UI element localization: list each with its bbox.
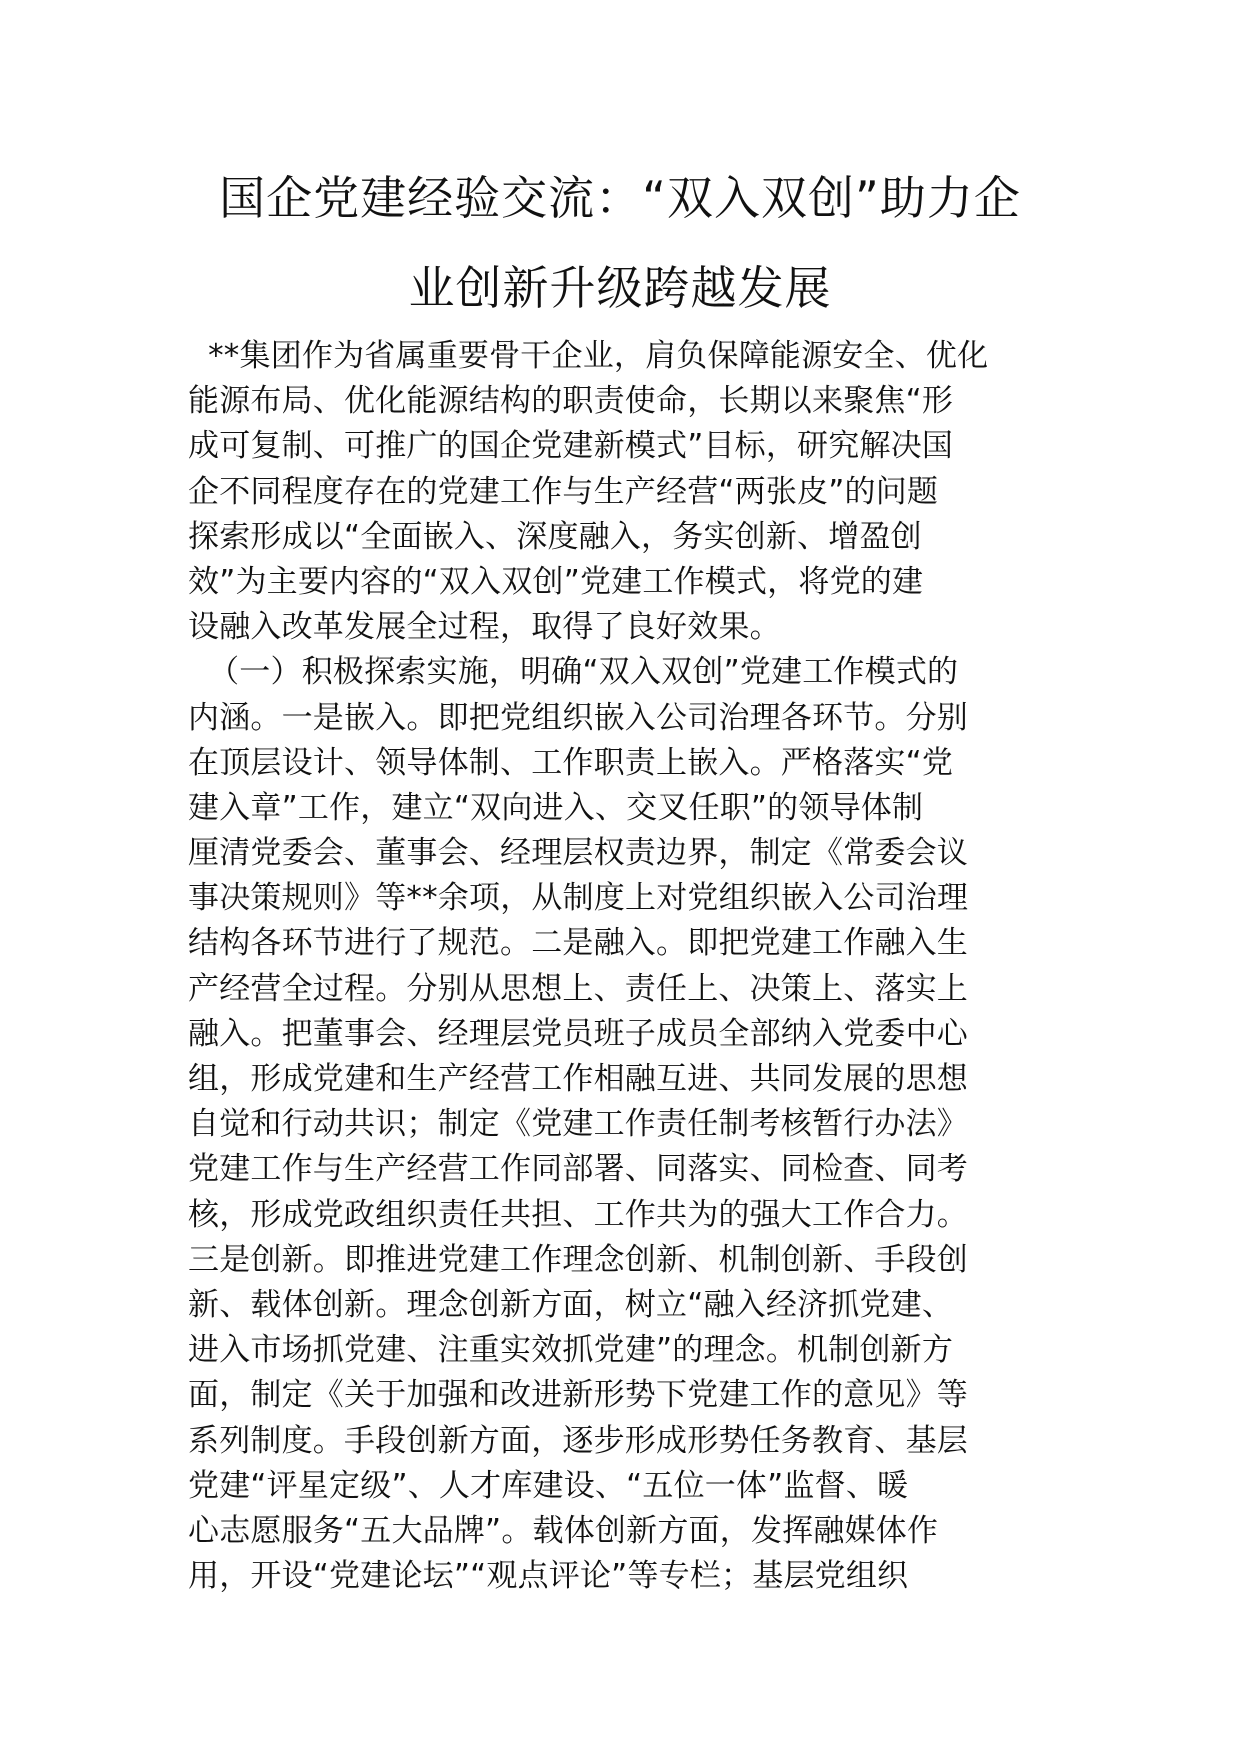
body-line: 建入章”工作，建立“双向进入、交叉任职”的领导体制 — [188, 789, 924, 826]
body-line: 融入。把董事会、经理层党员班子成员全部纳入党委中心 — [188, 1015, 968, 1052]
body-line: 内涵。一是嵌入。即把党组织嵌入公司治理各环节。分别 — [188, 699, 968, 736]
body-line: 面，制定《关于加强和改进新形势下党建工作的意见》等 — [188, 1377, 968, 1414]
body-line: 厘清党委会、董事会、经理层权责边界，制定《常委会议 — [188, 835, 968, 872]
body-line: 企不同程度存在的党建工作与生产经营“两张皮”的问题 — [188, 473, 939, 510]
body-line: 成可复制、可推广的国企党建新模式”目标，研究解决国 — [188, 428, 954, 465]
body-line: 设融入改革发展全过程，取得了良好效果。 — [188, 609, 781, 646]
body-line: 产经营全过程。分别从思想上、责任上、决策上、落实上 — [188, 970, 968, 1007]
body-line: 在顶层设计、领导体制、工作职责上嵌入。严格落实“党 — [188, 744, 954, 781]
body-line: 能源布局、优化能源结构的职责使命，长期以来聚焦“形 — [188, 383, 954, 420]
body-line: 组，形成党建和生产经营工作相融互进、共同发展的思想 — [188, 1061, 968, 1097]
document-title-line-1: 国企党建经验交流：“双入双创”助力企 — [219, 171, 1021, 225]
document-title-line-2: 业创新升级跨越发展 — [408, 261, 832, 315]
body-line: 探索形成以“全面嵌入、深度融入，务实创新、增盈创 — [188, 518, 922, 555]
body-line: 自觉和行动共识；制定《党建工作责任制考核暂行办法》 — [188, 1106, 968, 1143]
body-line: **集团作为省属重要骨干企业，肩负保障能源安全、优化 — [188, 338, 989, 374]
body-line: 效”为主要内容的“双入双创”党建工作模式，将党的建 — [188, 563, 924, 600]
body-line: 结构各环节进行了规范。二是融入。即把党建工作融入生 — [188, 925, 968, 962]
body-line: 心志愿服务“五大品牌”。载体创新方面，发挥融媒体作 — [188, 1512, 939, 1549]
body-line: 核，形成党政组织责任共担、工作共为的强大工作合力。 — [188, 1196, 968, 1233]
body-line: 三是创新。即推进党建工作理念创新、机制创新、手段创 — [188, 1241, 968, 1278]
body-line: （一）积极探索实施，明确“双入双创”党建工作模式的 — [188, 654, 959, 691]
body-line: 党建“评星定级”、人才库建设、“五位一体”监督、暖 — [188, 1467, 909, 1504]
body-line: 系列制度。手段创新方面，逐步形成形势任务教育、基层 — [188, 1422, 968, 1459]
body-line: 进入市场抓党建、注重实效抓党建”的理念。机制创新方 — [188, 1332, 954, 1369]
document-body — [188, 334, 1058, 1599]
body-line: 事决策规则》等**余项，从制度上对党组织嵌入公司治理 — [188, 880, 969, 917]
body-line: 用，开设“党建论坛”“观点评论”等专栏；基层党组织 — [188, 1558, 909, 1595]
body-line: 新、载体创新。理念创新方面，树立“融入经济抓党建、 — [188, 1286, 954, 1323]
body-line: 党建工作与生产经营工作同部署、同落实、同检查、同考 — [188, 1151, 968, 1188]
